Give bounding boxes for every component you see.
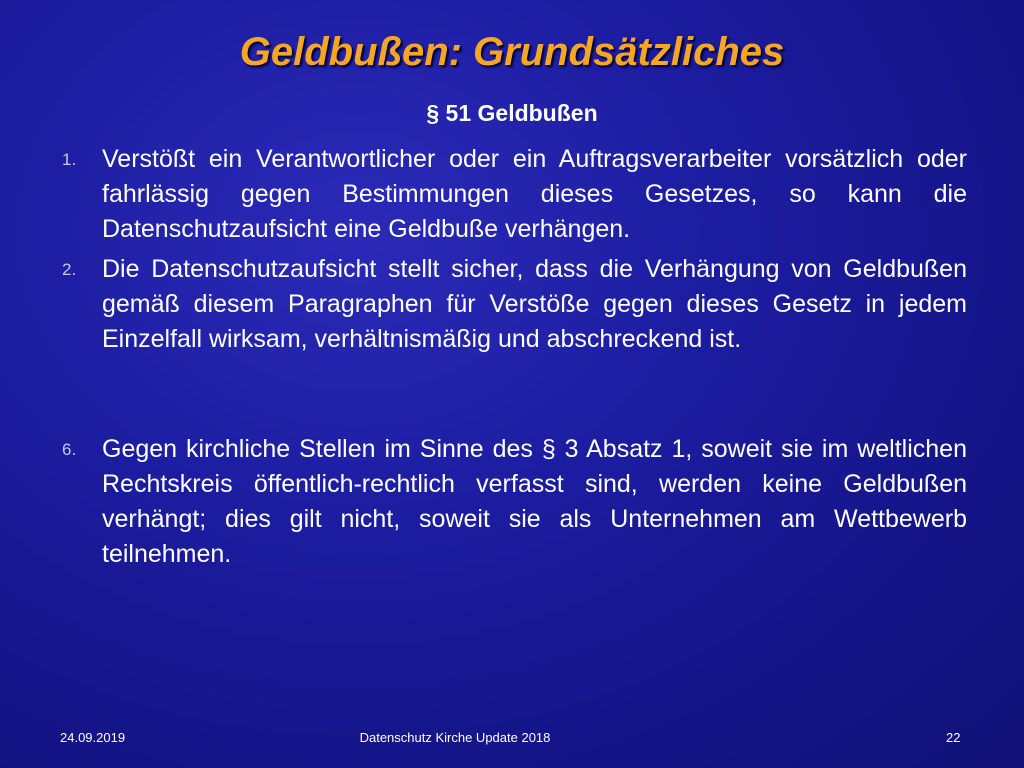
footer-date: 24.09.2019 [60,730,126,745]
list-item [62,432,967,572]
list-item-number: 6. [62,440,77,459]
list-item [62,252,967,357]
list-item-number: 1. [62,150,77,169]
slide-subtitle: § 51 Geldbußen [426,100,598,126]
slide-title: Geldbußen: Grundsätzliches [239,30,785,74]
list-item-text: Die Datenschutzaufsicht stellt sicher, dass die Verhängung von Geldbußen gemäß diesem Paragraphen für Verstöße gegen dieses Gesetz in jedem Einzelfall wirksam, verhältnismäßig und abschreckend ist. [102,255,967,353]
footer-page-number: 22 [946,730,961,745]
list-item-text: Verstößt ein Verantwortlicher oder ein Auftragsverarbeiter vorsätzlich oder fahrlässig gegen Bestimmungen dieses Gesetzes, so kann die Datenschutzaufsicht eine Geldbuße verhängen. [102,145,967,243]
list-item [62,142,967,247]
list-item-text: Gegen kirchliche Stellen im Sinne des § 3 Absatz 1, soweit sie im weltlichen Rechtskreis öffentlich-rechtlich verfasst sind, werden keine Geldbußen verhängt; dies gilt nicht, soweit sie als Unternehmen am Wettbewerb teilnehmen. [102,435,967,568]
footer-title: Datenschutz Kirche Update 2018 [359,730,551,745]
list-item-number: 2. [62,260,77,279]
